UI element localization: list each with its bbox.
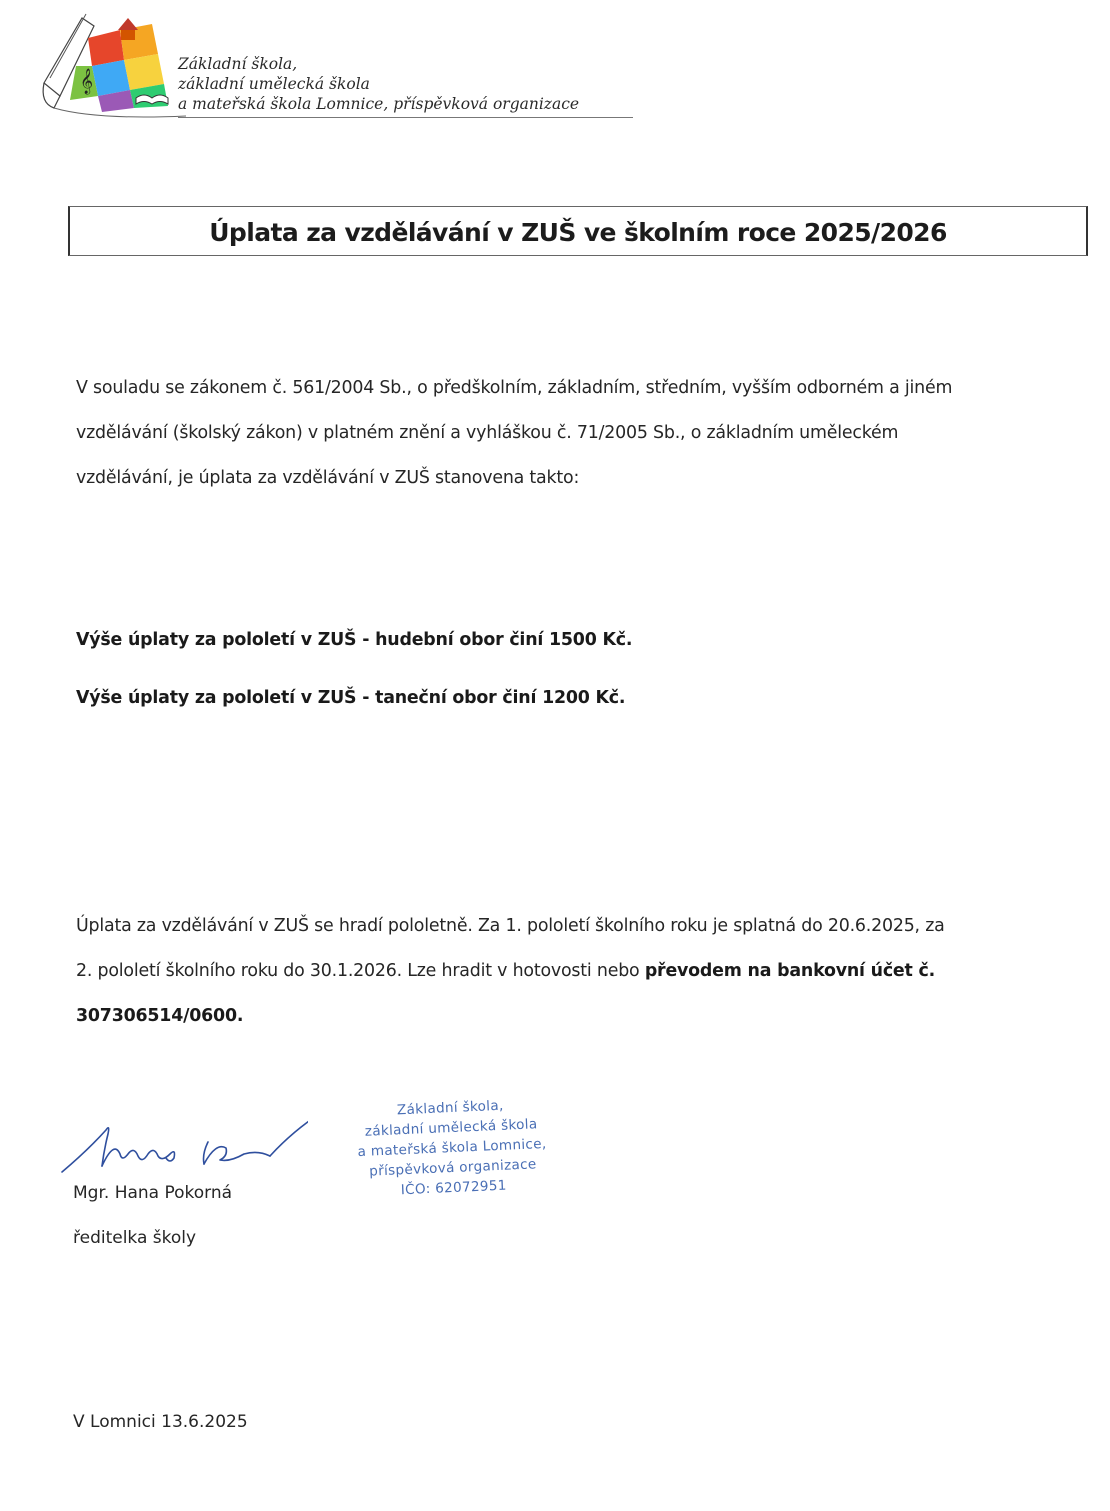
- intro-line-2: vzdělávání (školský zákon) v platném znění a vyhláškou č. 71/2005 Sb., o základním uměleckém: [76, 423, 899, 443]
- title-box: [68, 206, 1088, 256]
- stamp-line-4: příspěvková organizace: [368, 1156, 537, 1180]
- intro-line-1: V souladu se zákonem č. 561/2004 Sb., o předškolním, základním, středním, vyšším odborném a jiném: [76, 378, 953, 398]
- stamp-line-3: a mateřská škola Lomnice,: [357, 1135, 547, 1161]
- bank-transfer-label: převodem na bankovní účet č.: [644, 961, 936, 981]
- stamp-line-1: Základní škola,: [396, 1097, 504, 1119]
- handwritten-signature: [58, 1110, 308, 1190]
- stamp-line-2: základní umělecká škola: [364, 1116, 538, 1140]
- stamp-line-5: IČO: 62072951: [400, 1177, 508, 1199]
- place-and-date: V Lomnici 13.6.2025: [73, 1412, 248, 1432]
- fee-music: Výše úplaty za pololetí v ZUŠ - hudební obor činí 1500 Kč.: [76, 630, 633, 650]
- intro-line-3: vzdělávání, je úplata za vzdělávání v ZUŠ stanovena takto:: [76, 468, 580, 488]
- payment-paragraph: [76, 904, 1051, 1039]
- header-organization: [178, 54, 579, 114]
- intro-paragraph: [76, 366, 1051, 501]
- header-org-line-1: Základní škola,: [178, 55, 298, 73]
- school-stamp: [320, 1092, 584, 1203]
- payment-line-2-text: 2. pololetí školního roku do 30.1.2026. Lze hradit v hotovosti nebo: [76, 961, 645, 981]
- svg-text:𝄞: 𝄞: [80, 69, 94, 94]
- fee-dance: Výše úplaty za pololetí v ZUŠ - taneční obor činí 1200 Kč.: [76, 688, 626, 708]
- payment-line-2: [76, 949, 1051, 994]
- signer-name: Mgr. Hana Pokorná: [73, 1183, 233, 1203]
- header-org-line-3: a mateřská škola Lomnice, příspěvková organizace: [178, 95, 580, 113]
- payment-line-1: Úplata za vzdělávání v ZUŠ se hradí pololetně. Za 1. pololetí školního roku je splatná do 20.6.2025, za: [76, 916, 945, 936]
- header-org-line-2: základní umělecká škola: [178, 75, 370, 93]
- signer-role: ředitelka školy: [73, 1228, 197, 1248]
- page-title: Úplata za vzdělávání v ZUŠ ve školním roce 2025/2026: [209, 218, 947, 247]
- header-divider: [178, 117, 633, 118]
- bank-account-number: 307306514/0600.: [76, 1006, 244, 1026]
- school-logo: [36, 8, 196, 123]
